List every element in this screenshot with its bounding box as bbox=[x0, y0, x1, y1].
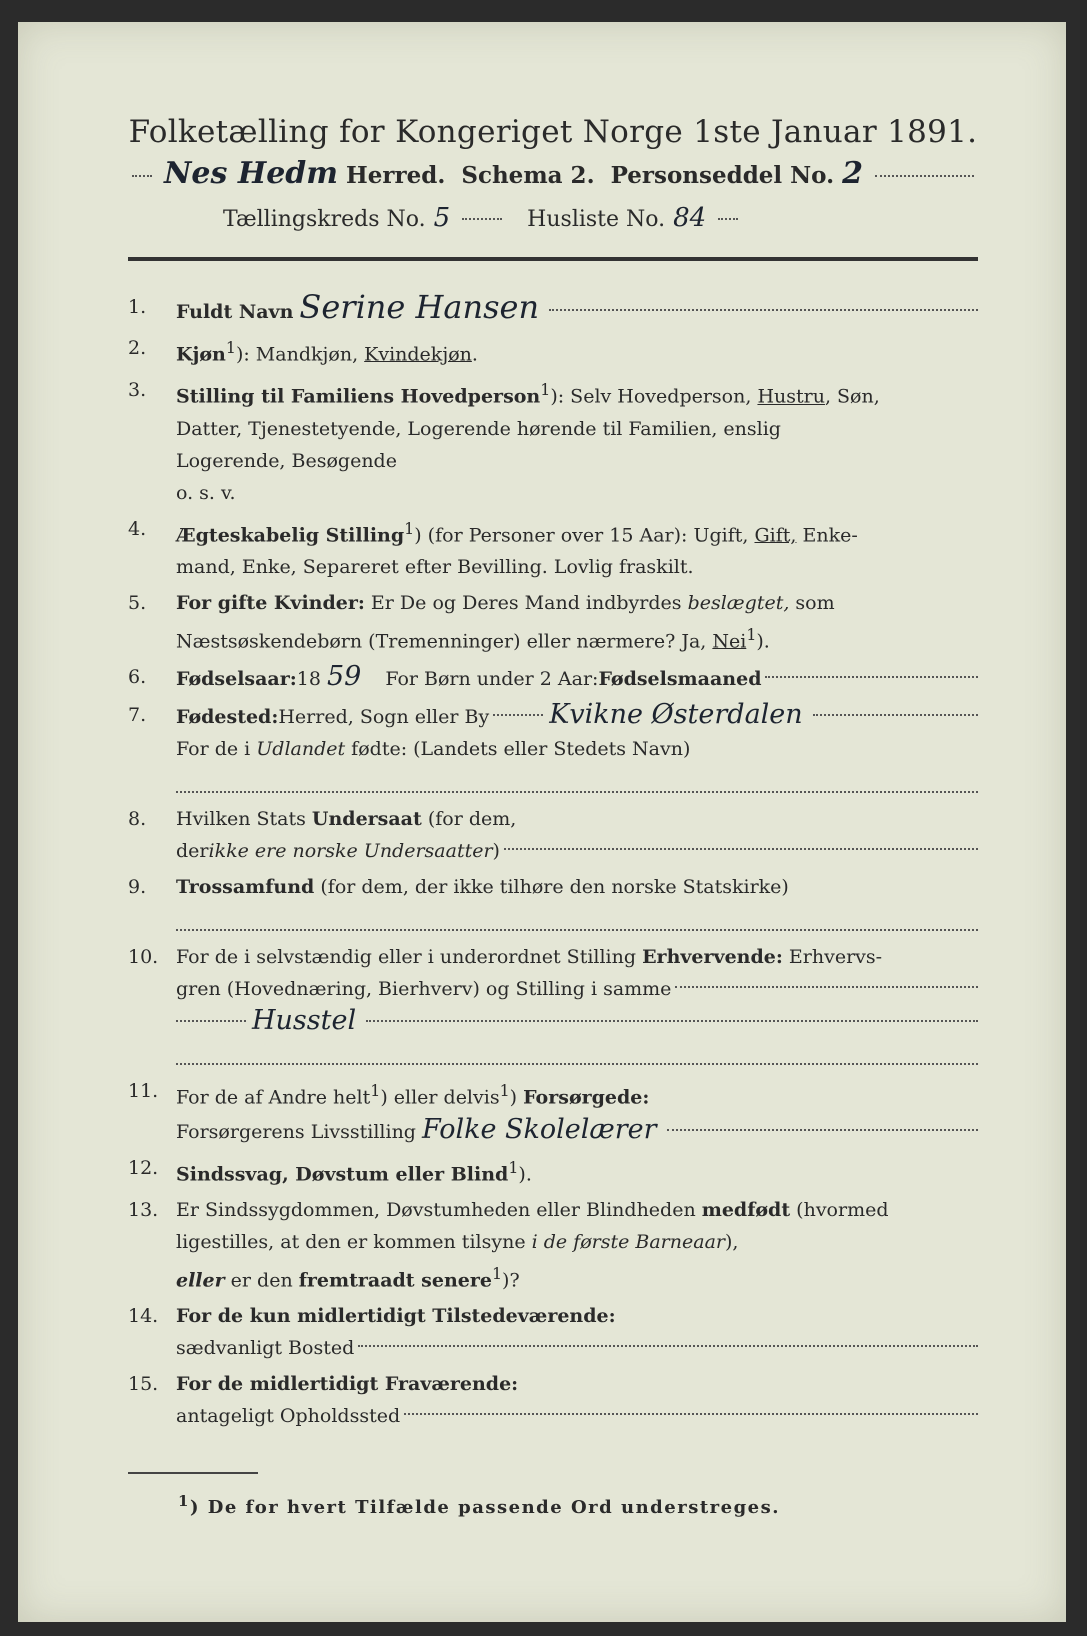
item-number: 9. bbox=[128, 876, 147, 899]
dotted-line bbox=[358, 1345, 978, 1347]
herred-row bbox=[128, 156, 978, 191]
item-text: , Søn, bbox=[824, 385, 880, 408]
dotted-line bbox=[462, 218, 502, 220]
dotted-line bbox=[176, 1020, 246, 1022]
item-text: Hvilken Stats bbox=[176, 808, 312, 831]
dotted-line bbox=[132, 175, 152, 177]
item-label: Fødselsmaaned bbox=[598, 668, 762, 691]
item-number: 8. bbox=[128, 808, 147, 831]
item-number: 6. bbox=[128, 666, 147, 689]
form-page bbox=[128, 82, 978, 1518]
dotted-line bbox=[675, 986, 978, 988]
herred-value: Nes Hedm bbox=[164, 156, 338, 191]
item-text: ligestilles, at den er kommen tilsyne bbox=[176, 1230, 532, 1253]
item-text: (hvormed bbox=[790, 1198, 889, 1221]
item-text: sædvanligt Bosted bbox=[176, 1337, 355, 1360]
footnote-mark: 1 bbox=[225, 338, 236, 357]
item-8-citizenship bbox=[128, 803, 978, 867]
dotted-line bbox=[404, 1413, 978, 1415]
item-text: ) bbox=[509, 1086, 524, 1109]
footnote-mark: 1 bbox=[370, 1081, 381, 1101]
item-number: 5. bbox=[128, 591, 147, 614]
item-text: (for dem, bbox=[421, 808, 517, 831]
item-2-gender bbox=[128, 332, 978, 370]
item-text: ), bbox=[725, 1230, 739, 1253]
footnote-mark: 1 bbox=[508, 1157, 519, 1177]
item-label: Erhvervende: bbox=[642, 946, 783, 969]
dotted-line bbox=[176, 765, 978, 793]
footnote-text: ) De for hvert Tilfælde passende Ord understreges. bbox=[189, 1497, 781, 1519]
item-15-temporary-absent bbox=[128, 1368, 978, 1432]
item-number: 3. bbox=[128, 379, 147, 402]
occupation-value: Husstel bbox=[252, 1005, 357, 1037]
item-text: Erhvervs- bbox=[782, 946, 883, 969]
personseddel-value: 2 bbox=[842, 156, 863, 191]
item-text: (for dem, der ikke tilhøre den norske Statskirke) bbox=[314, 876, 789, 899]
item-text: )? bbox=[502, 1269, 520, 1292]
underlined-answer: Nei bbox=[712, 630, 747, 653]
item-text: ) eller delvis bbox=[380, 1086, 500, 1109]
item-label: Kjøn bbox=[176, 343, 226, 366]
item-text: Udlandet bbox=[256, 738, 346, 761]
footnote-mark: 1 bbox=[404, 518, 415, 538]
item-text: gren (Hovednæring, Bierhverv) og Stilling i samme bbox=[176, 978, 672, 1001]
husliste-label: Husliste No. bbox=[527, 207, 666, 232]
footnote-mark: 1 bbox=[491, 1263, 503, 1283]
item-number: 13. bbox=[128, 1198, 159, 1221]
dotted-line bbox=[176, 1037, 978, 1065]
item-text: ) (for Personer over 15 Aar): Ugift, bbox=[414, 523, 755, 546]
item-text: ). bbox=[756, 630, 770, 653]
item-14-temporary-present bbox=[128, 1300, 978, 1364]
item-number: 2. bbox=[128, 337, 147, 359]
underlined-answer: Gift, bbox=[754, 523, 797, 546]
dotted-line bbox=[493, 714, 543, 716]
kreds-row bbox=[223, 203, 978, 233]
item-label: Ægteskabelig Stilling bbox=[176, 523, 405, 546]
item-text: ). bbox=[518, 1162, 532, 1185]
dotted-line bbox=[875, 175, 974, 177]
item-number: 4. bbox=[128, 517, 147, 540]
item-number: 10. bbox=[128, 946, 159, 969]
item-text: beslægtet, bbox=[687, 591, 790, 614]
item-text: Logerende, Besøgende bbox=[176, 449, 397, 472]
footnote-mark: 1 bbox=[499, 1081, 510, 1101]
dotted-line bbox=[667, 1129, 978, 1131]
schema-label: Schema 2. bbox=[461, 162, 595, 189]
dotted-line bbox=[176, 903, 978, 931]
census-form-sheet bbox=[18, 22, 1066, 1622]
herred-label: Herred. bbox=[346, 162, 446, 189]
item-text: ikke ere norske Undersaatter bbox=[208, 840, 493, 863]
footnote-mark: 1 bbox=[178, 1492, 190, 1511]
underlined-answer: Kvindekjøn bbox=[364, 343, 472, 366]
item-label: Forsørgede: bbox=[523, 1086, 650, 1109]
item-text: For de af Andre helt bbox=[176, 1086, 371, 1109]
item-text: er den bbox=[224, 1269, 299, 1292]
item-7-birthplace bbox=[128, 699, 978, 799]
item-text: For de i bbox=[176, 738, 257, 761]
dotted-line bbox=[765, 676, 978, 678]
item-label: Undersaat bbox=[311, 808, 422, 831]
item-number: 7. bbox=[128, 704, 147, 727]
item-text: der bbox=[176, 840, 209, 863]
item-number: 15. bbox=[128, 1373, 159, 1396]
item-number: 14. bbox=[128, 1305, 159, 1328]
item-11-supported bbox=[128, 1075, 978, 1147]
item-text: Enke- bbox=[796, 523, 858, 546]
item-3-family-position bbox=[128, 374, 978, 508]
item-text: For de i selvstændig eller i underordnet Stilling bbox=[176, 946, 643, 969]
birthplace-value: Kvikne Østerdalen bbox=[549, 699, 803, 731]
item-label: Fødested: bbox=[176, 706, 279, 729]
personseddel-label: Personseddel No. bbox=[610, 162, 835, 189]
item-label: Fuldt Navn bbox=[176, 301, 294, 323]
item-text: Næstsøskendebørn (Tremenninger) eller nærmere? Ja, bbox=[176, 630, 713, 653]
item-text: fødte: (Landets eller Stedets Navn) bbox=[345, 738, 691, 761]
item-label: Trossamfund bbox=[176, 876, 315, 899]
footnote bbox=[178, 1492, 978, 1518]
footnote-rule bbox=[128, 1472, 258, 1474]
item-label: For de midlertidigt Fraværende: bbox=[176, 1373, 519, 1396]
underlined-answer: Hustru bbox=[757, 385, 825, 408]
item-text: i de første Barneaar bbox=[531, 1230, 725, 1253]
item-label: fremtraadt senere bbox=[298, 1269, 492, 1292]
item-label: For gifte Kvinder: bbox=[176, 591, 365, 614]
footnote-mark: 1 bbox=[746, 624, 757, 644]
dotted-line bbox=[549, 309, 978, 311]
item-label: Stilling til Familiens Hovedperson bbox=[176, 385, 541, 408]
item-number: 1. bbox=[128, 296, 147, 318]
husliste-value: 84 bbox=[673, 203, 707, 233]
item-text: ) bbox=[492, 840, 500, 863]
item-text: o. s. v. bbox=[176, 481, 236, 504]
item-4-marital-status bbox=[128, 513, 978, 583]
item-text: For Børn under 2 Aar: bbox=[385, 668, 599, 691]
item-number: 11. bbox=[128, 1080, 159, 1103]
dotted-line bbox=[504, 848, 978, 850]
item-text: Forsørgerens Livsstilling bbox=[176, 1120, 416, 1143]
item-text: eller bbox=[176, 1269, 225, 1292]
item-6-birth-year bbox=[128, 661, 978, 695]
item-text: Datter, Tjenestetyende, Logerende hørende til Familien, enslig bbox=[176, 417, 781, 440]
dotted-line bbox=[813, 714, 978, 716]
form-title: Folketælling for Kongeriget Norge 1ste Januar 1891. bbox=[128, 114, 978, 150]
item-text: Er Sindssygdommen, Døvstumheden eller Blindheden bbox=[176, 1198, 702, 1221]
full-name-value: Serine Hansen bbox=[299, 288, 540, 326]
item-label: For de kun midlertidigt Tilstedeværende: bbox=[176, 1305, 616, 1328]
item-10-occupation bbox=[128, 941, 978, 1071]
item-text: 18 bbox=[296, 668, 321, 691]
dotted-line bbox=[366, 1020, 978, 1022]
item-9-religion bbox=[128, 871, 978, 937]
item-label: Sindssvag, Døvstum eller Blind bbox=[176, 1162, 509, 1185]
footnote-mark: 1 bbox=[540, 380, 551, 400]
supporter-occupation-value: Folke Skolelærer bbox=[421, 1113, 657, 1145]
item-text: ): Selv Hovedperson, bbox=[550, 385, 758, 408]
item-text: som bbox=[789, 591, 835, 614]
item-label: Fødselsaar: bbox=[176, 668, 297, 691]
item-label: medfødt bbox=[701, 1198, 791, 1221]
item-text: mand, Enke, Separeret efter Bevilling. Lovlig fraskilt. bbox=[176, 555, 694, 578]
item-text: antageligt Opholdssted bbox=[176, 1405, 401, 1428]
birth-year-value: 59 bbox=[326, 661, 362, 693]
kreds-value: 5 bbox=[433, 203, 451, 233]
header-rule bbox=[128, 257, 978, 261]
item-12-disability bbox=[128, 1152, 978, 1190]
item-text: . bbox=[471, 343, 478, 366]
item-text: Herred, Sogn eller By bbox=[278, 706, 490, 729]
kreds-label: Tællingskreds No. bbox=[223, 207, 426, 232]
item-13-congenital bbox=[128, 1194, 978, 1296]
dotted-line bbox=[718, 218, 738, 220]
item-text: Er De og Deres Mand indbyrdes bbox=[364, 591, 688, 614]
item-text: ): Mandkjøn, bbox=[235, 343, 365, 366]
item-1-full-name bbox=[128, 288, 978, 328]
item-5-married-women bbox=[128, 587, 978, 657]
item-number: 12. bbox=[128, 1156, 159, 1179]
